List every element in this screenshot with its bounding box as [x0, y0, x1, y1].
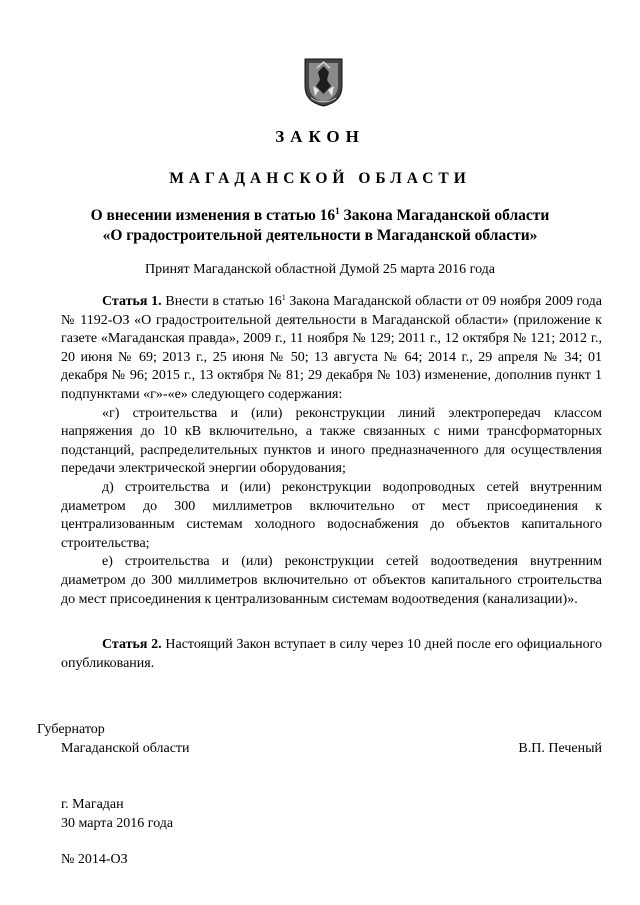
article-1 [61, 293, 602, 609]
article-1-item-g: «г) строительства и (или) реконструкции линий электропередач классом напряжения до 10 кВ включительно, а также связанных с ними трансформаторных подстанций, распределительных пунктов и иного предназначенного для осуществления передачи электрической энергии оборудования; [61, 405, 602, 477]
article-1-item-e: е) строительства и (или) реконструкции сетей водоотведения внутренним диаметром до 300 миллиметров включительно от объектов капитального строительства до мест присоединения к централизованным системам водоотведения (канализации)». [61, 554, 602, 607]
article-1-text: Внести в статью 16 [161, 294, 282, 309]
article-1-text: Закона Магаданской области от 09 ноября 2009 года № 1192-ОЗ «О градостроительной деятельности в Магаданской области» (приложение к газете «Магаданская правда», 2009 г., 11 ноября № 129; 2011 г., 12 октября № 121; 2012 г., 20 июня № 69; 2013 г., 25 июня № 50; 13 августа № 64; 2014 г., 29 апреля № 34; 01 декабря № 96; 2015 г., 13 октября № 81; 29 декабря № 103) изменение, дополнив пункт 1 подпунктами «г»-«е» следующего содержания: [61, 294, 602, 402]
article-2-label: Статья 2. [102, 637, 162, 652]
article-2-text: Настоящий Закон вступает в силу через 10 дней после его официального опубликования. [61, 637, 603, 671]
law-title-line-1 [40, 206, 600, 226]
article-1-superscript: 1 [281, 293, 286, 302]
coat-of-arms-icon [301, 56, 346, 108]
region-name: МАГАДАНСКОЙ ОБЛАСТИ [169, 170, 471, 187]
signing-city: г. Магадан [61, 797, 124, 812]
law-title-superscript: 1 [335, 206, 340, 216]
law-title-line-2: «О градостроительной деятельности в Магаданской области» [102, 227, 538, 244]
signatory-title-line-2: Магаданской области [61, 741, 190, 756]
document-type: ЗАКОН [275, 127, 365, 146]
article-2 [61, 636, 602, 673]
law-number: № 2014-ОЗ [61, 852, 128, 867]
signatory-title-line-1: Губернатор [37, 722, 105, 737]
law-title-text: О внесении изменения в статью 16 [90, 207, 336, 224]
article-1-item-d: д) строительства и (или) реконструкции водопроводных сетей внутренним диаметром до 300 миллиметров включительно от мест присоединения к централизованным системам холодного водоснабжения до объектов капитального строительства; [61, 479, 602, 551]
adoption-note: Принят Магаданской областной Думой 25 марта 2016 года [144, 262, 496, 277]
signing-date: 30 марта 2016 года [61, 816, 174, 831]
article-1-label: Статья 1. [102, 294, 162, 309]
signatory-name: В.П. Печеный [518, 741, 602, 756]
law-title-text: Закона Магаданской области [339, 207, 550, 224]
article-2-paragraph [61, 636, 602, 673]
article-1-intro [61, 293, 602, 405]
law-title [40, 206, 600, 246]
